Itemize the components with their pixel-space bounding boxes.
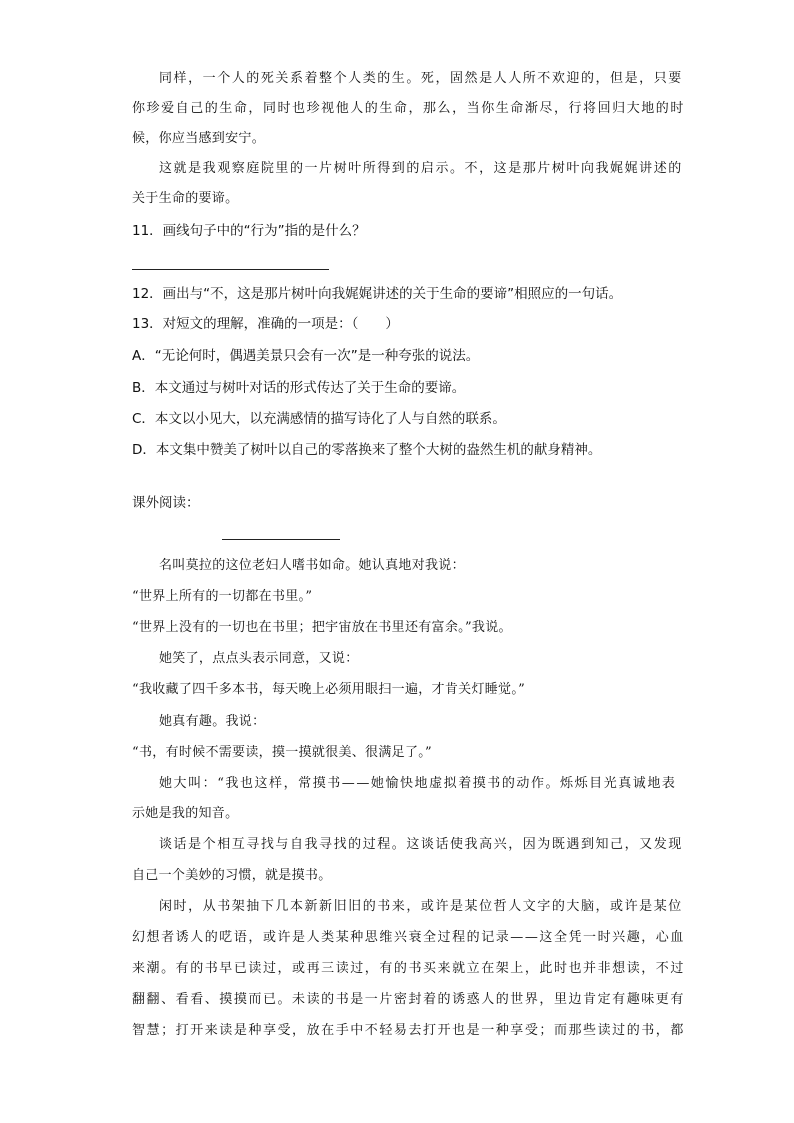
passage-line: “书，有时候不需要读，摸一摸就很美、很满足了。”: [132, 745, 432, 760]
question-13: 13．对短文的理解，准确的一项是：（ ）: [132, 316, 399, 332]
passage-line: 智慧；打开来读是种享受，放在手中不轻易去打开也是一种享受；而那些读过的书，都: [132, 1023, 685, 1038]
answer-blank-line[interactable]: [132, 269, 329, 270]
passage-line: “世界上所有的一切都在书里。”: [132, 589, 313, 604]
passage-line: 自己一个美妙的习惯，就是摸书。: [132, 868, 332, 883]
passage-line: “我收藏了四千多本书，每天晚上必须用眼扫一遍，才肯关灯睡觉。”: [132, 682, 526, 697]
passage-line: 示她是我的知音。: [132, 806, 239, 821]
passage-line: 她笑了，点点头表示同意，又说：: [159, 651, 359, 666]
passage-line: 她真有趣。我说：: [159, 714, 266, 729]
option-b[interactable]: B．本文通过与树叶对话的形式传达了关于生命的要谛。: [132, 380, 466, 396]
passage-line: 谈话是个相互寻找与自我寻找的过程。这谈话使我高兴，因为既遇到知己，又发现: [159, 837, 683, 852]
passage-line: 关于生命的要谛。: [132, 191, 239, 206]
option-a[interactable]: A．“无论何时，偶遇美景只会有一次”是一种夸张的说法。: [132, 348, 480, 364]
passage-line: “世界上没有的一切也在书里；把宇宙放在书里还有富余。”我说。: [132, 620, 512, 635]
question-12: 12．画出与“不，这是那片树叶向我娓娓讲述的关于生命的要谛”相照应的一句话。: [132, 286, 623, 302]
option-c[interactable]: C．本文以小见大，以充满感情的描写诗化了人与自然的联系。: [132, 411, 506, 427]
passage-line: 闲时，从书架抽下几本新新旧旧的书来，或许是某位哲人文字的大脑，或许是某位: [159, 899, 683, 914]
passage-line: 这就是我观察庭院里的一片树叶所得到的启示。不，这是那片树叶向我娓娓讲述的: [159, 161, 683, 176]
section-heading: 课外阅读：: [132, 495, 200, 511]
title-blank-line[interactable]: [222, 539, 340, 540]
passage-line: 名叫莫拉的这位老妇人嗜书如命。她认真地对我说：: [159, 558, 465, 573]
passage-line: 翻翻、看看、摸摸而已。未读的书是一片密封着的诱惑人的世界，里边肯定有趣味更有: [132, 992, 685, 1007]
passage-line: 同样，一个人的死关系着整个人类的生。死，固然是人人所不欢迎的，但是，只要: [159, 71, 683, 86]
passage-line: 来潮。有的书早已读过，或再三读过，有的书买来就立在架上，此时也并非想读，不过: [132, 961, 685, 976]
question-11: 11．画线句子中的“行为”指的是什么？: [132, 223, 366, 239]
passage-line: 你珍爱自己的生命，同时也珍视他人的生命，那么，当你生命渐尽，行将回归大地的时: [132, 101, 685, 116]
option-d[interactable]: D．本文集中赞美了树叶以自己的零落换来了整个大树的盎然生机的献身精神。: [132, 442, 602, 458]
passage-line: 幻想者诱人的呓语，或许是人类某种思维兴衰全过程的记录——这全凭一时兴趣，心血: [132, 930, 685, 945]
passage-line: 她大叫：“我也这样，常摸书——她愉快地虚拟着摸书的动作。烁烁目光真诚地表: [159, 776, 677, 791]
passage-line: 候，你应当感到安宁。: [132, 131, 266, 146]
